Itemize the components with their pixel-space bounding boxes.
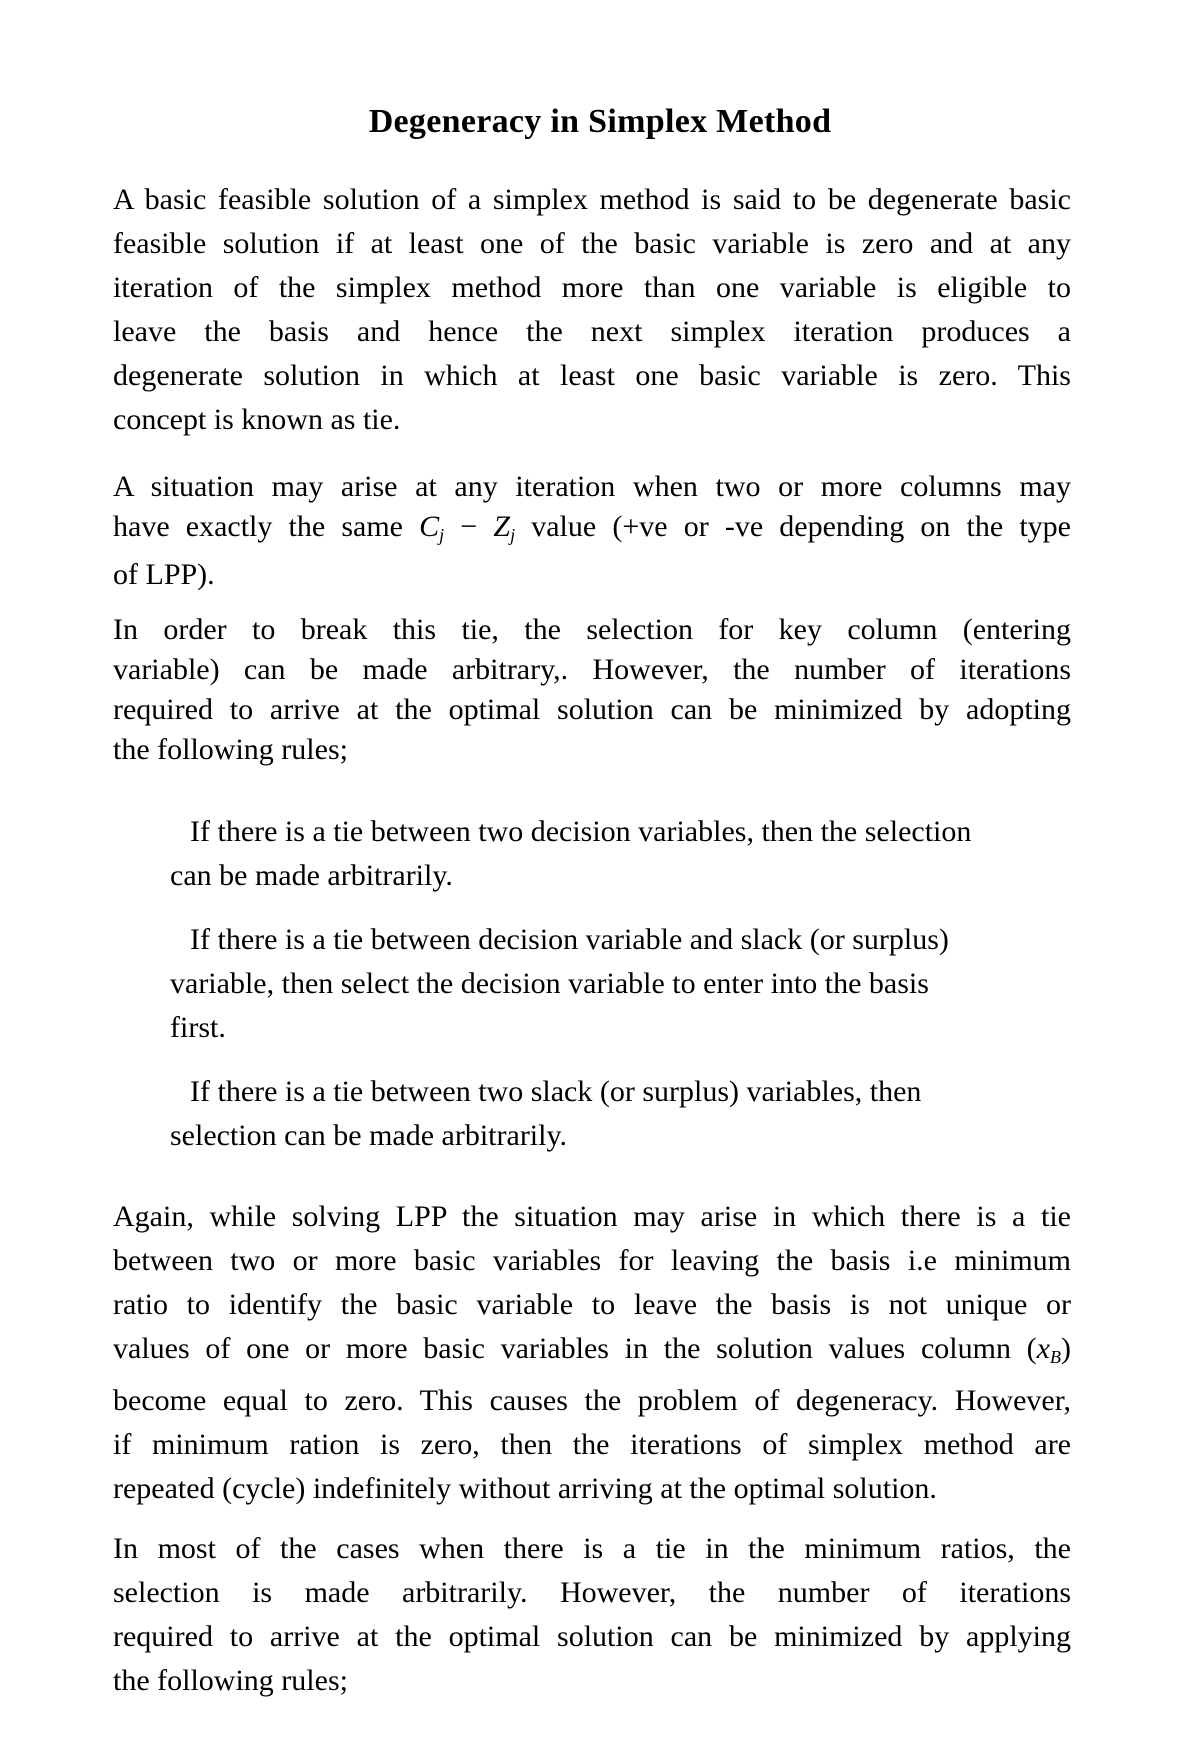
text-line: first.	[170, 1011, 226, 1044]
rule-item	[170, 918, 1060, 1050]
text-line-with-formula	[113, 507, 1071, 555]
text-line: the following rules;	[113, 1664, 348, 1697]
text-line: feasible solution if at least one of the basic variable is zero and at any	[113, 227, 1071, 260]
text-line: if minimum ration is zero, then the iterations of simplex method are	[113, 1428, 1071, 1461]
text-segment: value (+ve or -ve depending on the type	[515, 510, 1071, 543]
paragraph-tie-situation	[113, 467, 1071, 595]
text-line: variable, then select the decision variable to enter into the basis	[170, 967, 929, 1000]
text-line: In most of the cases when there is a tie in the minimum ratios, the	[113, 1532, 1071, 1565]
paragraph-minimum-ratio-tie	[113, 1527, 1071, 1703]
formula-symbol: C	[419, 510, 440, 543]
paragraph-degeneracy-problem	[113, 1195, 1071, 1511]
formula-cj-minus-zj	[419, 510, 515, 543]
text-segment: values of one or more basic variables in the solution values column (	[113, 1332, 1037, 1365]
paragraph-degenerate-definition	[113, 178, 1071, 442]
text-line: In order to break this tie, the selection for key column (entering	[113, 613, 1071, 646]
text-line: become equal to zero. This causes the problem of degeneracy. However,	[113, 1384, 1071, 1417]
text-line: iteration of the simplex method more than one variable is eligible to	[113, 271, 1071, 304]
text-line: the following rules;	[113, 733, 348, 766]
text-line: If there is a tie between decision variable and slack (or surplus)	[190, 923, 949, 956]
text-line: required to arrive at the optimal solution can be minimized by adopting	[113, 693, 1071, 726]
text-line: required to arrive at the optimal solution can be minimized by applying	[113, 1620, 1071, 1653]
text-segment: have exactly the same	[113, 510, 420, 543]
text-line: selection can be made arbitrarily.	[170, 1119, 568, 1152]
text-line-with-formula	[113, 1327, 1071, 1379]
text-line: Again, while solving LPP the situation may arise in which there is a tie	[113, 1200, 1071, 1233]
formula-subscript: B	[1050, 1347, 1061, 1367]
formula-subscript: j	[439, 525, 445, 545]
formula-subscript: j	[510, 525, 516, 545]
formula-xb	[1037, 1332, 1061, 1365]
text-line: of LPP).	[113, 558, 215, 591]
text-line: A basic feasible solution of a simplex method is said to be degenerate basic	[113, 183, 1071, 216]
text-line: If there is a tie between two decision variables, then the selection	[190, 815, 972, 848]
text-line: leave the basis and hence the next simplex iteration produces a	[113, 315, 1071, 348]
text-line: selection is made arbitrarily. However, the number of iterations	[113, 1576, 1071, 1609]
page-title: Degeneracy in Simplex Method	[368, 103, 832, 140]
text-line: can be made arbitrarily.	[170, 859, 453, 892]
formula-symbol: x	[1036, 1332, 1050, 1365]
text-line: degenerate solution in which at least one basic variable is zero. This	[113, 359, 1071, 392]
rule-item	[170, 810, 1060, 898]
formula-operator: −	[444, 510, 494, 543]
text-line: ratio to identify the basic variable to leave the basis is not unique or	[113, 1288, 1071, 1321]
paragraph-break-tie	[113, 610, 1071, 770]
text-line: concept is known as tie.	[113, 403, 401, 436]
text-line: If there is a tie between two slack (or surplus) variables, then	[190, 1075, 922, 1108]
text-segment: )	[1061, 1332, 1071, 1365]
text-line: between two or more basic variables for leaving the basis i.e minimum	[113, 1244, 1071, 1277]
rule-item	[170, 1070, 1060, 1158]
formula-symbol: Z	[493, 510, 511, 543]
text-line: A situation may arise at any iteration when two or more columns may	[113, 470, 1071, 503]
text-line: repeated (cycle) indefinitely without arriving at the optimal solution.	[113, 1472, 937, 1505]
text-line: variable) can be made arbitrary,. However, the number of iterations	[113, 653, 1071, 686]
